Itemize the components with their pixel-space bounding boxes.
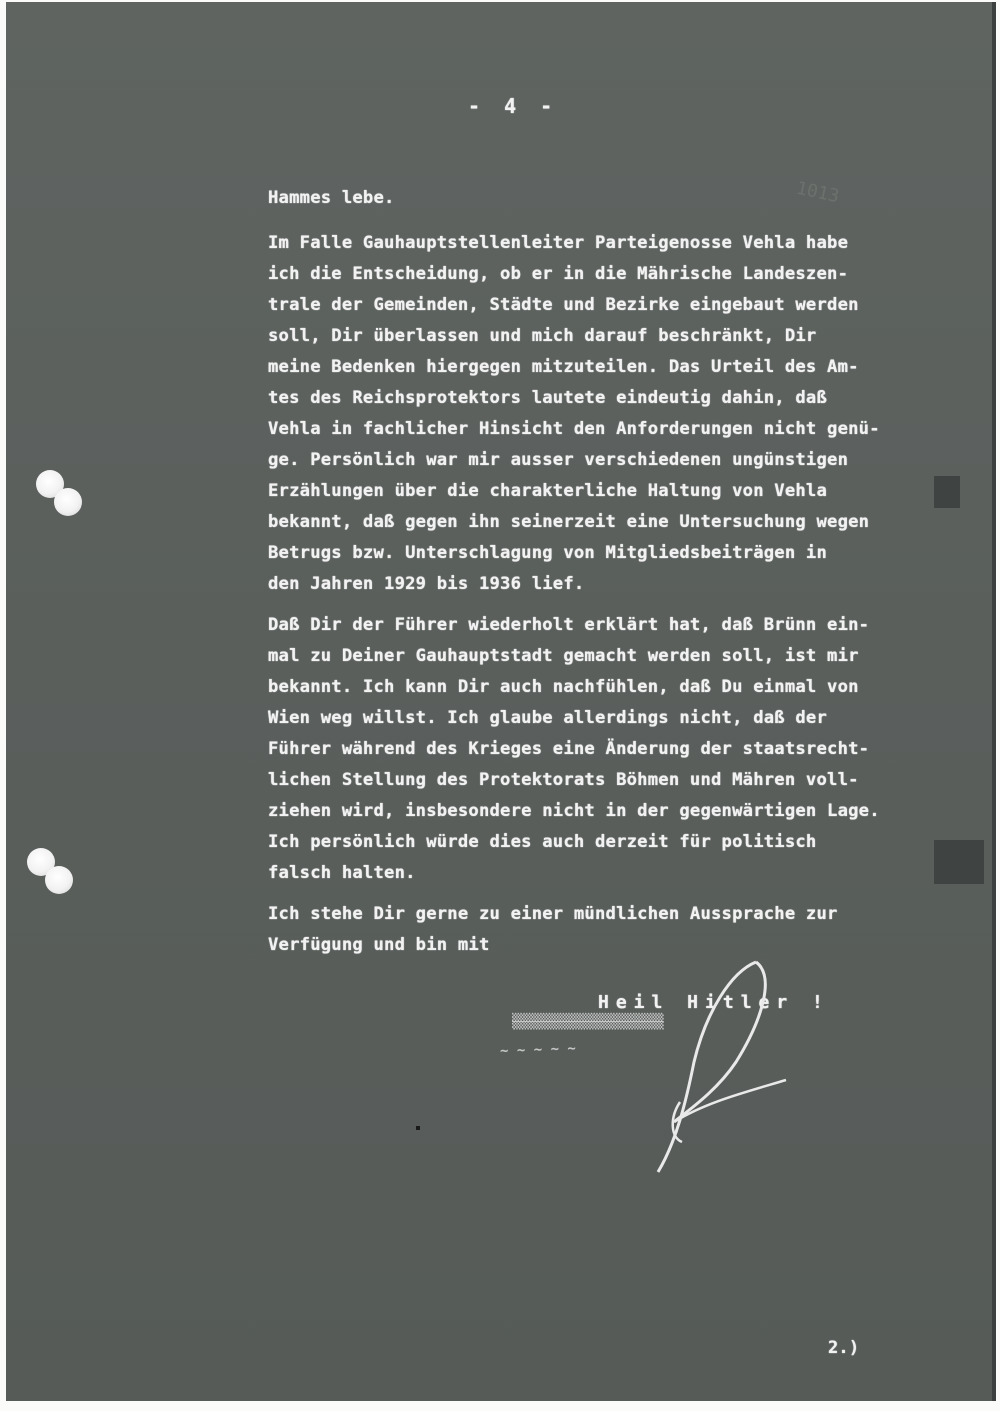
body-line: tes des Reichsprotektors lautete eindeutig dahin, daß	[268, 388, 828, 408]
body-line: bekannt, daß gegen ihn seinerzeit eine Untersuchung wegen	[268, 512, 870, 532]
page-number: - 4 -	[468, 94, 559, 118]
body-line: Vehla in fachlicher Hinsicht den Anforderungen nicht genü-	[268, 419, 880, 439]
body-line: Wien weg willst. Ich glaube allerdings nicht, daß der	[268, 708, 828, 728]
stamp-mark: ▒▒▒▒▒▒▒▒▒▒▒▒▒▒▒▒▒▒	[512, 1014, 664, 1030]
closing-salutation: Heil Hitler !	[598, 992, 830, 1013]
body-line: bekannt. Ich kann Dir auch nachfühlen, daß Du einmal von	[268, 677, 859, 697]
footer-note: 2.)	[828, 1338, 860, 1358]
punch-hole	[54, 488, 82, 516]
body-line: mal zu Deiner Gauhauptstadt gemacht werden soll, ist mir	[268, 646, 859, 666]
body-line: ich die Entscheidung, ob er in die Mährische Landeszen-	[268, 264, 849, 284]
bleed-through-mark: 1013	[794, 177, 842, 208]
body-line: Verfügung und bin mit	[268, 935, 490, 955]
scan-shadow	[934, 840, 984, 884]
signature	[636, 952, 806, 1182]
body-line: ziehen wird, insbesondere nicht in der gegenwärtigen Lage.	[268, 801, 880, 821]
body-line: Ich persönlich würde dies auch derzeit für politisch	[268, 832, 817, 852]
handwritten-date-mark: ~ ~ ~ ~ ~	[499, 1040, 577, 1060]
body-line: Erzählungen über die charakterliche Haltung von Vehla	[268, 481, 828, 501]
body-line: Daß Dir der Führer wiederholt erklärt hat, daß Brünn ein-	[268, 615, 870, 635]
body-line: falsch halten.	[268, 863, 416, 883]
body-line: ge. Persönlich war mir ausser verschiedenen ungünstigen	[268, 450, 849, 470]
scan-shadow	[934, 476, 960, 508]
body-line: Ich stehe Dir gerne zu einer mündlichen Aussprache zur	[268, 904, 838, 924]
body-line: Hammes lebe.	[268, 188, 395, 208]
body-line: trale der Gemeinden, Städte und Bezirke eingebaut werden	[268, 295, 859, 315]
body-line: soll, Dir überlassen und mich darauf beschränkt, Dir	[268, 326, 817, 346]
body-line: Führer während des Krieges eine Änderung der staatsrecht-	[268, 739, 870, 759]
punch-hole	[45, 866, 73, 894]
body-line: den Jahren 1929 bis 1936 lief.	[268, 574, 585, 594]
document-page	[6, 2, 996, 1401]
body-line: Im Falle Gauhauptstellenleiter Parteigenosse Vehla habe	[268, 233, 849, 253]
body-line: meine Bedenken hiergegen mitzuteilen. Das Urteil des Am-	[268, 357, 859, 377]
body-line: Betrugs bzw. Unterschlagung von Mitgliedsbeiträgen in	[268, 543, 828, 563]
body-line: lichen Stellung des Protektorats Böhmen und Mähren voll-	[268, 770, 859, 790]
ink-dot	[416, 1126, 420, 1130]
